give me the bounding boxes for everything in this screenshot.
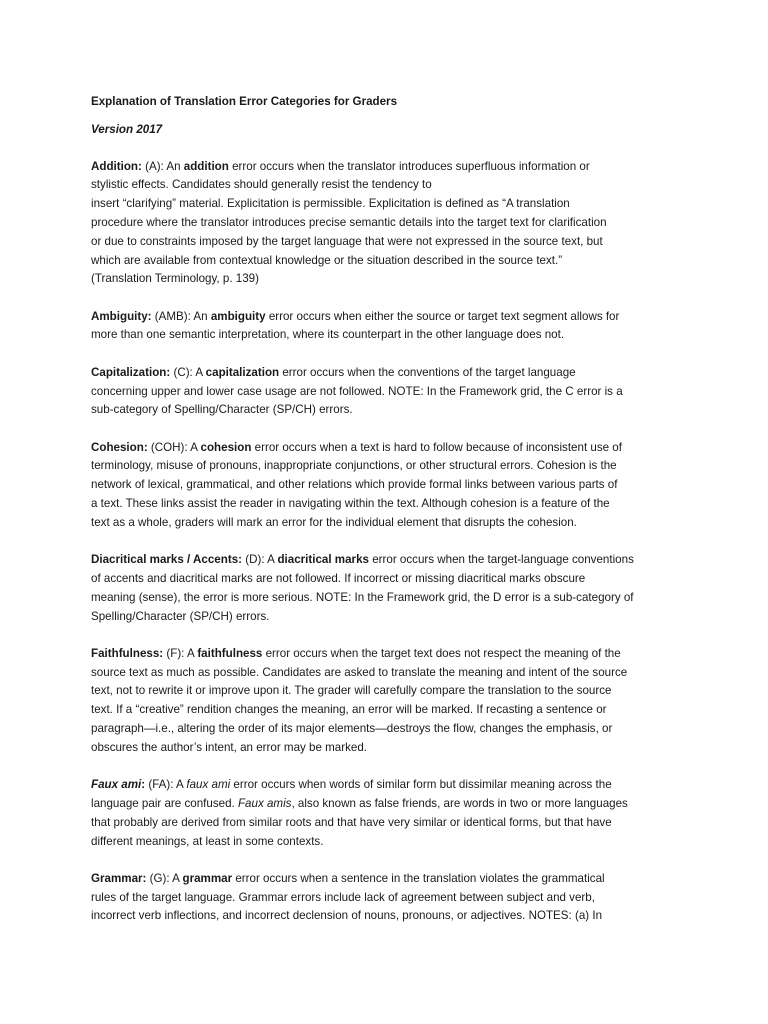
document-body: [91, 93, 671, 945]
entry-term: Faithfulness:: [91, 646, 164, 660]
entry-faux-ami: [91, 776, 671, 851]
entry-keyword: addition: [183, 159, 229, 173]
entry-diacritical-marks: [91, 551, 671, 626]
entry-keyword: faithfulness: [197, 646, 263, 660]
entry-line: a text. These links assist the reader in navigating within the text. Although cohesion is a feature of the: [91, 497, 610, 511]
entry-line: [91, 551, 671, 570]
entry-text: error occurs when either the source or target text segment allows for: [265, 309, 620, 323]
entry-code: (AMB): An: [151, 309, 211, 323]
entry-code: (COH): A: [147, 440, 201, 454]
entry-text: error occurs when words of similar form but dissimilar meaning across the: [230, 778, 612, 792]
entry-code: (A): An: [141, 159, 184, 173]
entry-text: error occurs when the translator introduces superfluous information or: [228, 159, 590, 173]
entry-text: error occurs when a text is hard to follow because of inconsistent use of: [251, 440, 622, 454]
entry-line: Spelling/Character (SP/CH) errors.: [91, 609, 270, 623]
entry-line: that probably are derived from similar roots and that have very similar or identical forms, but that have: [91, 815, 612, 829]
entry-line: different meanings, at least in some contexts.: [91, 834, 324, 848]
entry-term: Grammar:: [91, 871, 147, 885]
entry-ambiguity: [91, 308, 671, 346]
entry-addition: [91, 158, 671, 290]
entry-line: stylistic effects. Candidates should generally resist the tendency to: [91, 178, 432, 192]
entry-keyword: grammar: [182, 871, 233, 885]
document-title: Explanation of Translation Error Categories for Graders: [91, 95, 398, 108]
entry-line: terminology, misuse of pronouns, inappropriate conjunctions, or other structural errors. Cohesion is the: [91, 459, 617, 473]
entry-code: (F): A: [163, 646, 198, 660]
entry-cohesion: [91, 439, 671, 533]
entry-grammar: [91, 870, 671, 926]
entry-text: language pair are confused.: [91, 796, 238, 810]
entry-line: obscures the author’s intent, an error may be marked.: [91, 740, 368, 754]
entry-capitalization: [91, 364, 671, 420]
entry-line: text as a whole, graders will mark an error for the individual element that disrupts the cohesion.: [91, 515, 577, 529]
entry-term: Cohesion:: [91, 440, 148, 454]
entry-code: (FA): A: [145, 778, 187, 792]
entry-line: concerning upper and lower case usage are not followed. NOTE: In the Framework grid, the C error is a: [91, 384, 623, 398]
entry-line: of accents and diacritical marks are not followed. If incorrect or missing diacritical marks obscure: [91, 571, 586, 585]
entry-keyword: cohesion: [200, 440, 252, 454]
entry-keyword: capitalization: [205, 365, 280, 379]
entry-line: text, not to rewrite it or improve upon it. The grader will carefully compare the translation to the source: [91, 684, 612, 698]
entry-line: procedure where the translator introduces precise semantic details into the target text for clarification: [91, 215, 607, 229]
entry-code: (G): A: [146, 871, 183, 885]
entry-term: Diacritical marks / Accents:: [91, 553, 243, 567]
entry-line: more than one semantic interpretation, where its counterpart in the other language does not.: [91, 328, 565, 342]
entry-term: Addition:: [91, 159, 142, 173]
entry-text: error occurs when the target-language conventions: [368, 553, 634, 567]
entry-line: [91, 870, 671, 889]
entry-line: [91, 308, 671, 327]
entry-line: which are available from contextual knowledge or the situation described in the source text.”: [91, 253, 563, 267]
entry-line: sub-category of Spelling/Character (SP/CH) errors.: [91, 403, 353, 417]
entry-term: Faux ami: [91, 778, 142, 792]
document-version: Version 2017: [91, 122, 163, 136]
entry-line: text. If a “creative” rendition changes the meaning, an error will be marked. If recasting a sentence or: [91, 703, 607, 717]
entry-line: [91, 795, 671, 814]
entry-code: (D): A: [242, 553, 278, 567]
entry-line: source text as much as possible. Candidates are asked to translate the meaning and intent of the source: [91, 665, 628, 679]
entry-text: error occurs when the conventions of the target language: [279, 365, 576, 379]
entry-term: Ambiguity:: [91, 309, 152, 323]
entry-line: [91, 439, 671, 458]
entry-keyword: Faux amis: [237, 796, 292, 810]
entry-line: network of lexical, grammatical, and other relations which provide formal links between various parts of: [91, 478, 618, 492]
entry-code: (C): A: [170, 365, 206, 379]
entry-text: error occurs when a sentence in the translation violates the grammatical: [232, 871, 605, 885]
entry-keyword: faux ami: [186, 778, 231, 792]
entry-line: or due to constraints imposed by the target language that were not expressed in the source text, but: [91, 234, 603, 248]
entry-text: error occurs when the target text does not respect the meaning of the: [262, 646, 621, 660]
entry-line: insert “clarifying” material. Explicitation is permissible. Explicitation is defined as “A translation: [91, 197, 570, 211]
entry-line: [91, 645, 671, 664]
entry-keyword: ambiguity: [210, 309, 266, 323]
entry-line: meaning (sense), the error is more serious. NOTE: In the Framework grid, the D error is a sub-category of: [91, 590, 634, 604]
entry-keyword: diacritical marks: [277, 553, 369, 567]
entry-line: incorrect verb inflections, and incorrect declension of nouns, pronouns, or adjectives. NOTES: (a) In: [91, 909, 603, 923]
entry-line: [91, 364, 671, 383]
entry-line: [91, 776, 671, 795]
entry-term: Capitalization:: [91, 365, 171, 379]
entry-line: rules of the target language. Grammar errors include lack of agreement between subject and verb,: [91, 890, 595, 904]
entry-line: [91, 158, 671, 177]
entry-text: , also known as false friends, are words in two or more languages: [291, 796, 628, 810]
entry-faithfulness: [91, 645, 671, 758]
entry-line: paragraph—i.e., altering the order of its major elements—destroys the flow, changes the emphasis, or: [91, 722, 613, 736]
entry-term-colon: :: [141, 778, 146, 792]
entry-line: (Translation Terminology, p. 139): [91, 272, 259, 286]
